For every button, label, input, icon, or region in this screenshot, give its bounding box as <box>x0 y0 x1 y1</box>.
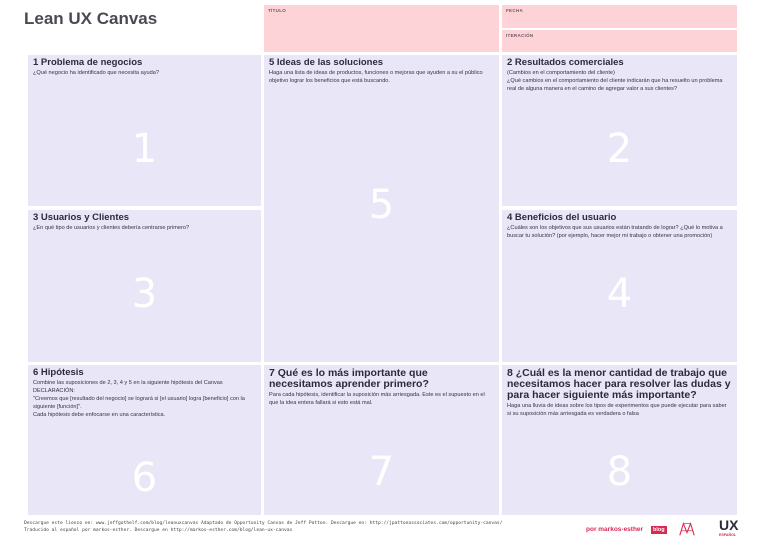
cell-7-desc: Para cada hipótesis, identificar la suposición más arriesgada. Este es el supuesto en el que la idea entera fallará si esto está mal. <box>269 392 485 406</box>
blog-badge[interactable]: blog <box>653 527 665 533</box>
cell-solution-ideas[interactable] <box>264 55 499 362</box>
cell-2-title: 2 Resultados comerciales <box>507 57 624 68</box>
cell-8-number: 8 <box>606 449 633 495</box>
cell-5-number: 5 <box>368 182 395 228</box>
cell-3-title: 3 Usuarios y Clientes <box>33 212 130 223</box>
cell-1-number: 1 <box>131 126 158 172</box>
footer-line-2: Traducido al español por markos-esther. Descargue en http://markos-esther.com/blog/lean-ux-canvas <box>24 528 293 533</box>
cell-3-desc: ¿En qué tipo de usuarios y clientes debería centrarse primero? <box>33 225 190 231</box>
titulo-label: TÍTULO <box>268 8 287 13</box>
titulo-field[interactable] <box>264 5 499 52</box>
cell-5-title: 5 Ideas de las soluciones <box>269 57 384 68</box>
footer-credits <box>24 520 502 534</box>
cell-3-number: 3 <box>131 271 158 317</box>
cell-6-number: 6 <box>131 455 158 501</box>
iteracion-field[interactable] <box>502 30 737 52</box>
cell-4-desc: ¿Cuáles son los objetivos que sus usuarios están tratando de lograr? ¿Qué lo motiva a buscar tu solución? (por ejemplo, hacer mejor mi trabajo o obtener una promoción) <box>507 225 723 239</box>
markos-esther-logo-icon <box>678 520 696 538</box>
cell-4-title: 4 Beneficios del usuario <box>507 212 617 223</box>
cell-business-problem[interactable] <box>28 55 261 206</box>
cell-most-important-learning[interactable] <box>264 365 499 515</box>
iteracion-label: ITERACIÓN <box>506 33 534 38</box>
fecha-label: FECHA <box>506 8 523 13</box>
author-credit[interactable]: por markos-esther <box>586 526 644 533</box>
cell-6-desc: Combine las suposiciones de 2, 3, 4 y 5 en la siguiente hipótesis del Canvas DECLARACIÓN: "Creemos que [resultado del negocio] se logrará si [el usuario] logra [beneficio] con la siguiente [función]". Cada hipótesis debe enfocarse en una característica. <box>33 380 245 418</box>
cell-8-title: 8 ¿Cuál es la menor cantidad de trabajo que necesitamos hacer para resolver las dudas y para hacer siguiente más importante? <box>507 367 731 401</box>
ux-logo-subtitle: ESPAÑOL <box>719 533 737 537</box>
cell-2-desc: (Cambios en el comportamiento del cliente) ¿Qué cambios en el comportamiento del cliente indicarán que ha resuelto un problema real de alguna manera en el camino de agregar valor a sus clientes? <box>507 70 723 92</box>
ux-logo: UX <box>719 517 739 533</box>
cell-user-benefits[interactable] <box>502 210 737 362</box>
cell-8-desc: Haga una lluvia de ideas sobre los tipos de experimentos que puede ejecutar para saber si su suposición más arriesgada es verdadera o falsa <box>507 403 727 417</box>
cell-hypotheses[interactable] <box>28 365 261 515</box>
cell-7-title: 7 Qué es lo más importante que necesitamos aprender primero? <box>269 367 429 390</box>
cell-4-number: 4 <box>606 271 633 317</box>
cell-5-desc: Haga una lista de ideas de productos, funciones o mejoras que ayuden a su el público objetivo lograr los beneficios que está buscando. <box>269 70 483 84</box>
footer-line-1: Descargue este lienzo en: www.jeffgothelf.com/blog/leanuxcanvas Adaptado de Opportunity Canvas de Jeff Patton. Descargue en: http://jpattonassociates.com/opportunity-canvas/ <box>24 521 503 526</box>
fecha-field[interactable] <box>502 5 737 28</box>
cell-2-number: 2 <box>606 126 633 172</box>
cell-users-customers[interactable] <box>28 210 261 362</box>
cell-7-number: 7 <box>368 449 395 495</box>
canvas-title: Lean UX Canvas <box>24 9 158 28</box>
cell-1-desc: ¿Qué negocio ha identificado que necesita ayuda? <box>33 70 159 76</box>
cell-least-work[interactable] <box>502 365 737 515</box>
cell-6-title: 6 Hipótesis <box>33 367 84 378</box>
cell-business-outcomes[interactable] <box>502 55 737 206</box>
cell-1-title: 1 Problema de negocios <box>33 57 143 68</box>
